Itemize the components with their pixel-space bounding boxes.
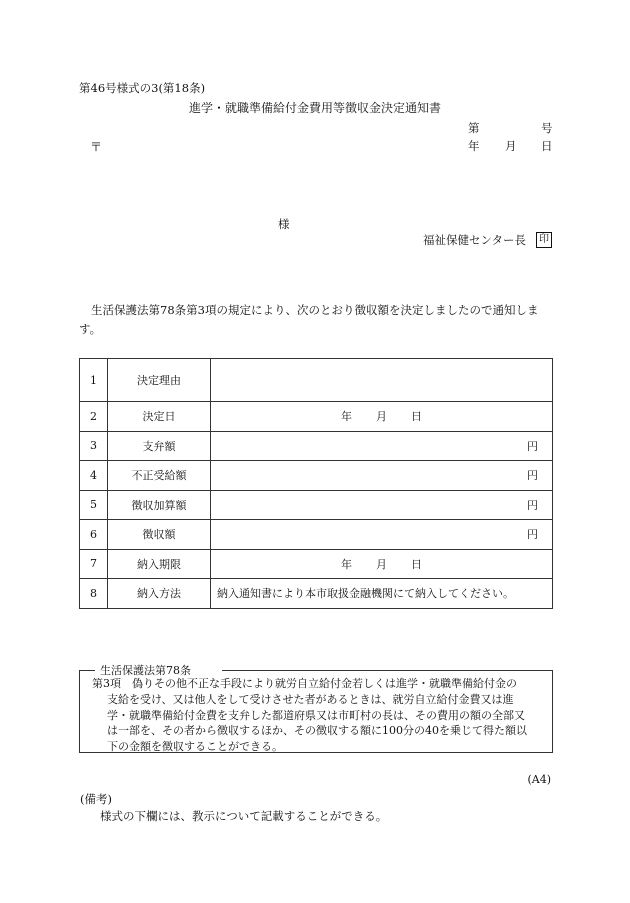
date-month: 月 <box>376 410 387 424</box>
row-value <box>211 359 553 402</box>
detail-table <box>79 358 553 609</box>
row-number: 6 <box>80 520 108 550</box>
law-text <box>92 676 548 755</box>
document-number-prefix: 第 <box>468 121 480 135</box>
issuer <box>423 232 552 248</box>
row-value: 円 <box>211 431 553 461</box>
issue-date-day: 日 <box>541 139 553 153</box>
row-value: 円 <box>211 490 553 520</box>
table-row <box>80 461 553 491</box>
paper-size: (A4) <box>527 773 551 786</box>
row-number: 1 <box>80 359 108 402</box>
issue-date-month: 月 <box>505 139 517 153</box>
date-month: 月 <box>376 557 387 571</box>
row-number: 8 <box>80 579 108 609</box>
row-number: 3 <box>80 431 108 461</box>
postal-mark: 〒 <box>90 140 103 154</box>
row-number: 4 <box>80 461 108 491</box>
law-line: 支給を受け、又は他人をして受けさせた者があるときは、就労自立給付金費又は進 <box>107 692 514 706</box>
table-row <box>80 431 553 461</box>
table-row <box>80 359 553 402</box>
recipient-honorific: 様 <box>278 217 290 231</box>
table-row <box>80 490 553 520</box>
date-day: 日 <box>411 410 422 424</box>
row-number: 5 <box>80 490 108 520</box>
table-row <box>80 549 553 579</box>
law-line: 学・就職準備給付金費を支弁した都道府県又は市町村の長は、その費用の額の全部又 <box>107 708 525 722</box>
row-value: 納入通知書により本市取扱金融機関にて納入してください。 <box>211 579 553 609</box>
row-value: 円 <box>211 461 553 491</box>
remarks-title: (備考) <box>80 792 112 806</box>
issue-date-year: 年 <box>468 139 480 153</box>
table-row <box>80 402 553 432</box>
form-number: 第46号様式の3(第18条) <box>79 81 206 95</box>
remarks-body: 様式の下欄には、教示について記載することができる。 <box>100 809 388 823</box>
date-year: 年 <box>341 410 352 424</box>
row-label: 徴収額 <box>108 520 211 550</box>
row-label: 納入期限 <box>108 549 211 579</box>
law-line: は一部を、その者から徴収するほか、その徴収する額に100分の40を乗じて得た額以 <box>107 724 527 738</box>
row-label: 決定理由 <box>108 359 211 402</box>
row-label: 徴収加算額 <box>108 490 211 520</box>
row-label: 支弁額 <box>108 431 211 461</box>
row-label: 決定日 <box>108 402 211 432</box>
row-value-date <box>211 402 553 432</box>
row-label: 不正受給額 <box>108 461 211 491</box>
row-number: 2 <box>80 402 108 432</box>
row-value: 円 <box>211 520 553 550</box>
document-number-suffix: 号 <box>541 121 553 135</box>
table-row <box>80 520 553 550</box>
document-title: 進学・就職準備給付金費用等徴収金決定通知書 <box>188 101 441 115</box>
row-number: 7 <box>80 549 108 579</box>
date-year: 年 <box>341 557 352 571</box>
law-box-title: 生活保護法第78条 <box>100 664 191 677</box>
notice-text: 生活保護法第78条第3項の規定により、次のとおり徴収額を決定しましたので通知します。 <box>79 303 539 336</box>
seal-icon: 印 <box>536 232 552 248</box>
date-day: 日 <box>411 557 422 571</box>
law-line: 下の金額を徴収することができる。 <box>107 740 283 754</box>
table-row <box>80 579 553 609</box>
law-line: 第3項 偽りその他不正な手段により就労自立給付金若しくは進学・就職準備給付金の <box>92 677 517 690</box>
row-label: 納入方法 <box>108 579 211 609</box>
issuer-title: 福祉保健センター長 <box>422 233 526 247</box>
row-value-date <box>211 549 553 579</box>
